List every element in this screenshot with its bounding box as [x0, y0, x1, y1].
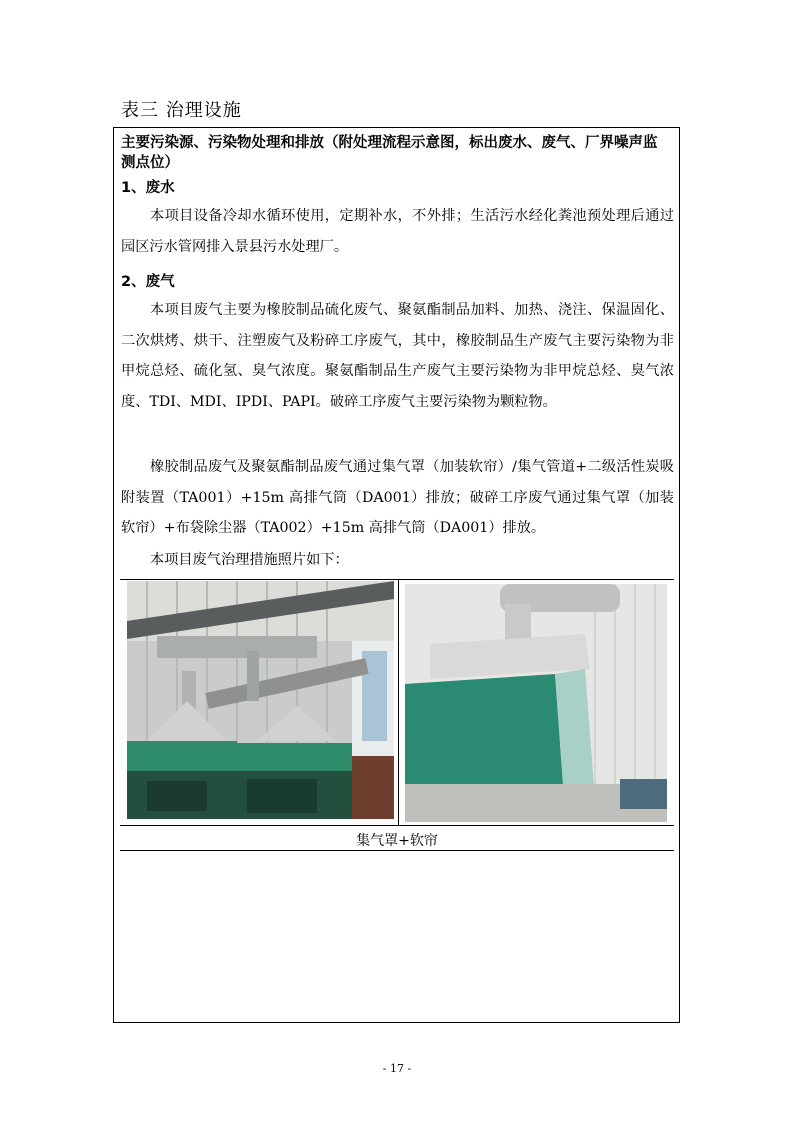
caption-bottom-rule — [120, 850, 674, 851]
waste-gas-paragraph-1: 本项目废气主要为橡胶制品硫化废气、聚氨酯制品加料、加热、浇注、保温固化、二次烘烤、烘干、注塑废气及粉碎工序废气，其中，橡胶制品生产废气主要污染物为非甲烷总烃、硫化氢、臭气浓度。聚氨酯制品生产废气主要污染物为非甲烷总烃、臭气浓度、TDI、MDI、IPDI、PAPI。破碎工序废气主要污染物为颗粒物。 — [121, 302, 674, 410]
photo-caption: 集气罩+软帘 — [356, 833, 438, 849]
page-number: - 17 - — [382, 1062, 412, 1075]
wastewater-heading: 1、废水 — [121, 180, 175, 196]
caption-top-rule — [120, 825, 674, 826]
wastewater-paragraph: 本项目设备冷却水循环使用，定期补水，不外排；生活污水经化粪池预处理后通过园区污水管网排入景县污水处理厂。 — [121, 208, 674, 255]
photo-curtained-unit — [405, 584, 667, 822]
waste-gas-paragraph-3: 本项目废气治理措施照片如下： — [150, 552, 349, 568]
photo-collection-hoods — [127, 581, 394, 819]
box-heading: 主要污染源、污染物处理和排放（附处理流程示意图，标出废水、废气、厂界噪声监测点位） — [121, 135, 658, 171]
photo-collection-hoods-image — [127, 581, 394, 819]
photo-curtained-unit-image — [405, 584, 667, 822]
waste-gas-paragraph-2: 橡胶制品废气及聚氨酯制品废气通过集气罩（加装软帘）/集气管道+二级活性炭吸附装置（TA001）+15m 高排气筒（DA001）排放；破碎工序废气通过集气罩（加装软帘）+布袋除尘器（TA002）+15m 高排气筒（DA001）排放。 — [121, 459, 674, 536]
photo-table-top-rule — [120, 579, 674, 580]
waste-gas-heading: 2、废气 — [121, 274, 175, 290]
photo-divider — [398, 580, 399, 825]
section-title: 表三 治理设施 — [121, 100, 242, 121]
